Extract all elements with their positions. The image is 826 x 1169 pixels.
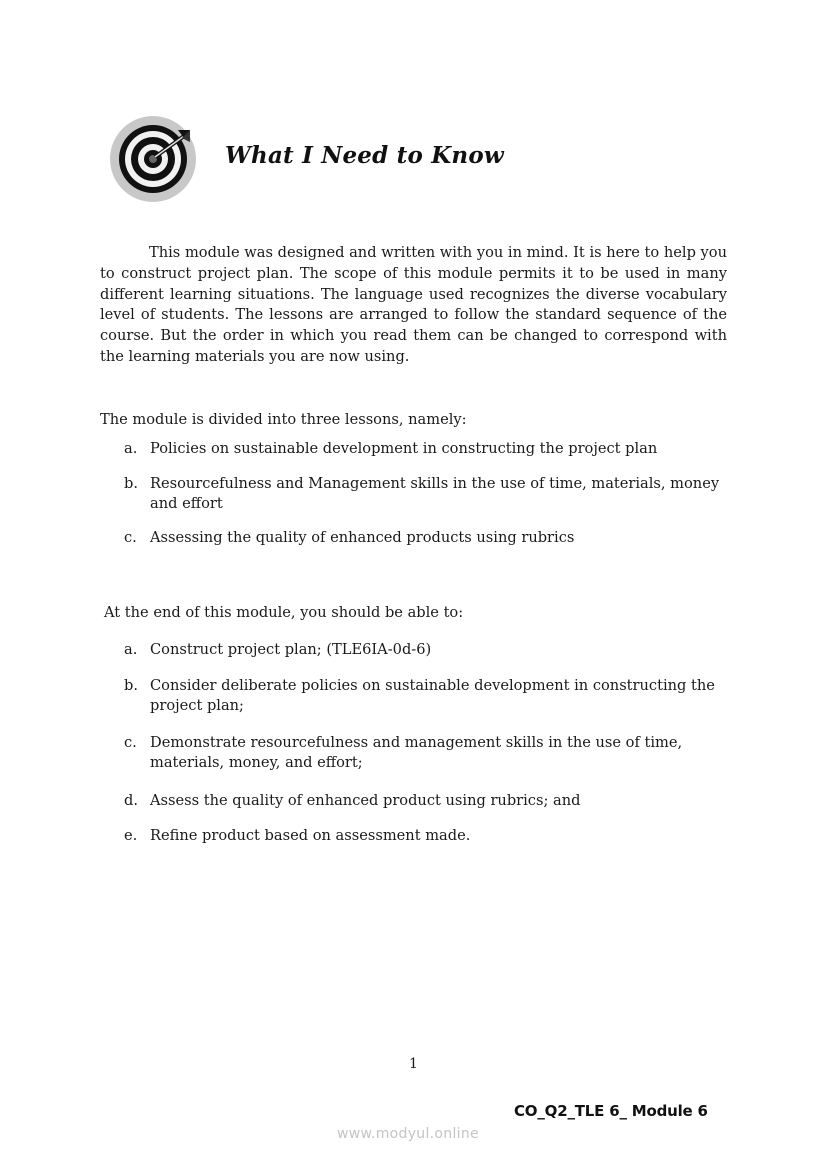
objective-item <box>124 791 734 812</box>
module-code: CO_Q2_TLE 6_ Module 6 <box>514 1102 708 1120</box>
lessons-lead: The module is divided into three lessons, namely: <box>100 411 467 428</box>
list-letter: a. <box>124 440 138 457</box>
section-title: What I Need to Know <box>225 142 504 169</box>
objective-item <box>124 676 734 717</box>
target-bullseye-icon <box>110 116 196 202</box>
watermark: www.modyul.online <box>337 1126 479 1142</box>
list-letter: d. <box>124 791 138 809</box>
intro-text: This module was designed and written with you in mind. It is here to help you to construct project plan. The scope of this module permits it to be used in many different learning situations. The language used recognizes the diverse vocabulary level of students. The lessons are arranged to follow the standard sequence of the course. But the order in which you read them can be changed to correspond with the learning materials you are now using. <box>100 244 727 365</box>
list-letter: c. <box>124 733 137 751</box>
list-letter: b. <box>124 474 138 492</box>
page-number: 1 <box>409 1056 418 1072</box>
lesson-item <box>124 474 734 515</box>
lesson-item <box>124 439 734 460</box>
objective-item <box>124 640 734 661</box>
objective-item <box>124 826 734 847</box>
intro-paragraph <box>100 243 727 368</box>
list-text: Construct project plan; (TLE6IA-0d-6) <box>150 641 432 658</box>
list-text: Assessing the quality of enhanced products using rubrics <box>150 528 575 546</box>
lesson-item <box>124 528 734 549</box>
lessons-list <box>124 439 734 548</box>
objective-item <box>124 733 734 774</box>
objectives-lead: At the end of this module, you should be able to: <box>104 604 464 621</box>
list-text: Assess the quality of enhanced product using rubrics; and <box>150 791 581 809</box>
list-text: Refine product based on assessment made. <box>150 827 471 844</box>
list-text: Resourcefulness and Management skills in the use of time, materials, money and effort <box>150 474 720 512</box>
list-text: Consider deliberate policies on sustainable development in constructing the project plan; <box>150 676 715 714</box>
list-letter: c. <box>124 528 137 546</box>
objectives-list <box>124 640 734 847</box>
list-text: Demonstrate resourcefulness and management skills in the use of time, materials, money, and effort; <box>150 733 683 771</box>
list-text: Policies on sustainable development in constructing the project plan <box>150 440 658 457</box>
list-letter: a. <box>124 641 138 658</box>
list-letter: b. <box>124 676 138 694</box>
list-letter: e. <box>124 827 138 844</box>
